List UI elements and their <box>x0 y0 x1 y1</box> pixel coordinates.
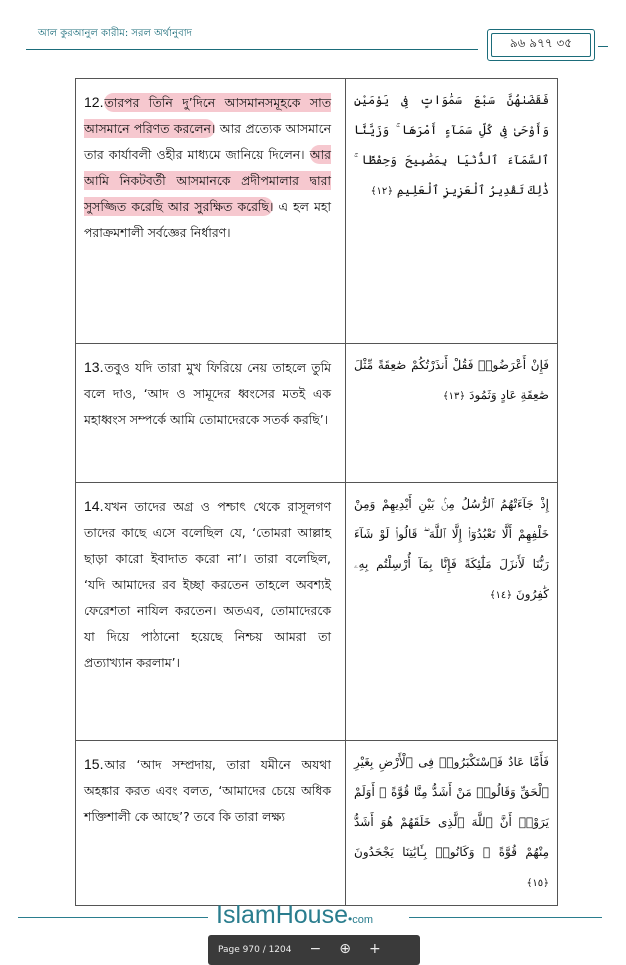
brand-dot: • <box>348 912 353 926</box>
brand-tld: com <box>352 914 373 926</box>
zoom-in-button[interactable]: + <box>368 941 381 957</box>
page-number: ৯৬ ৯৭৭ ৩৫ <box>491 33 591 57</box>
arabic-cell <box>346 344 558 483</box>
brand-name: IslamHouse <box>216 901 348 929</box>
zoom-out-button[interactable]: − <box>309 941 322 957</box>
highlight: আর আমি নিকটবর্তী আসমানকে প্রদীপমালার দ্বারা সুসজ্জিত করেছি আর সুরক্ষিত করেছি। <box>84 147 331 214</box>
bengali-cell <box>76 483 346 741</box>
verse-end-mark: ﴿١٢﴾ <box>370 186 394 197</box>
footer-rule-left <box>18 917 208 918</box>
arabic-text: فَقَضَىٰهُنَّ سَبْعَ سَمَٰوَاتٍ فِى يَوْمَيْنِ وَأَوْحَىٰ فِى كُلِّ سَمَآءٍ أَمْرَهَا ۚ وَزَيَّنَّا ٱلسَّمَآءَ ٱلدُّنْيَا بِمَصَٰبِيحَ وَحِفْظًا ۚ ذَٰلِكَ تَقْدِيرُ ٱلْعَزِيزِ ٱلْعَلِيمِ <box>354 93 549 197</box>
verse-end-mark: ﴿١٣﴾ <box>442 391 466 402</box>
header-rule <box>26 49 478 50</box>
page-indicator[interactable]: Page 970 / 1204 <box>218 945 292 955</box>
arabic-cell <box>346 483 558 741</box>
arabic-cell <box>346 79 558 344</box>
translation-table <box>75 78 558 906</box>
verse-row-13 <box>76 344 558 483</box>
highlight: তারপর তিনি দু’দিনে আসমানসমূহকে সাত আসমানে পরিণত করলেন। <box>84 95 331 136</box>
verse-number: 15. <box>84 756 104 772</box>
bengali-cell <box>76 344 346 483</box>
header-title: আল কুরআনুল কারীম: সরল অর্থানুবাদ <box>38 28 192 39</box>
bengali-text: আর ‘আদ সম্প্রদায়, তারা যমীনে অযথা অহঙ্কার করত এবং বলত, ‘আমাদের চেয়ে অধিক শক্তিশালী কে আছে’? তবে কি তারা লক্ষ্য <box>84 757 331 824</box>
bengali-cell <box>76 79 346 344</box>
bengali-text: যখন তাদের অগ্র ও পশ্চাৎ থেকে রাসূলগণ তাদের কাছে এসে বলেছিল যে, ‘তোমরা আল্লাহ ছাড়া কারো ইবাদাত করো না’। তারা বলেছিল, ‘যদি আমাদের রব ইচ্ছা করতেন তাহলে অবশ্যই ফেরেশতা নাযিল করতেন। অতএব, তোমাদেরকে যা দিয়ে পাঠানো হয়েছে নিশ্চয় আমরা তা প্রত্যাখ্যান করলাম’। <box>84 499 331 670</box>
header-rule-tail <box>598 46 608 47</box>
bengali-cell <box>76 741 346 906</box>
footer-brand <box>216 901 373 930</box>
pdf-toolbar <box>208 935 420 965</box>
arabic-text: فَإِنْ أَعْرَضُوا۟ فَقُلْ أَنذَرْتُكُمْ صَٰعِقَةً مِّثْلَ صَٰعِقَةِ عَادٍ وَثَمُودَ <box>354 358 549 402</box>
verse-number: 13. <box>84 359 104 375</box>
arabic-text: فَأَمَّا عَادٌ فَٱسْتَكْبَرُوا۟ فِى ٱلْأَرْضِ بِغَيْرِ ٱلْحَقِّ وَقَالُوا۟ مَنْ أَشَدُّ مِنَّا قُوَّةً ۖ أَوَلَمْ يَرَوْا۟ أَنَّ ٱللَّهَ ٱلَّذِى خَلَقَهُمْ هُوَ أَشَدُّ مِنْهُمْ قُوَّةً ۖ وَكَانُوا۟ بِـَٔايَٰتِنَا يَجْحَدُونَ <box>354 755 549 859</box>
verse-number: 14. <box>84 498 104 514</box>
bengali-text: আর প্রত্যেক আসমানে তার কার্যাবলী ওহীর মাধ্যমে জানিয়ে দিলেন। <box>84 121 331 162</box>
footer-rule-right <box>409 917 602 918</box>
verse-row-14 <box>76 483 558 741</box>
arabic-text: إِذْ جَآءَتْهُمُ ٱلرُّسُلُ مِنۢ بَيْنِ أَيْدِيهِمْ وَمِنْ خَلْفِهِمْ أَلَّا تَعْبُدُوٓا۟ إِلَّا ٱللَّهَ ۖ قَالُوا۟ لَوْ شَآءَ رَبُّنَا لَأَنزَلَ مَلَٰٓئِكَةً فَإِنَّا بِمَآ أُرْسِلْتُم بِهِۦ كَٰفِرُونَ <box>354 497 549 601</box>
verse-end-mark: ﴿١٤﴾ <box>489 590 513 601</box>
verse-end-mark: ﴿١٥﴾ <box>526 878 549 889</box>
bengali-text: এ হল মহা পরাক্রমশালী সর্বজ্ঞের নির্ধারণ। <box>84 199 331 240</box>
bengali-text: তবুও যদি তারা মুখ ফিরিয়ে নেয় তাহলে তুমি বলে দাও, ‘আদ ও সামূদের ধ্বংসের মতই এক মহাধ্বংস সম্পর্কে আমি তোমাদেরকে সতর্ক করছি’। <box>84 360 331 427</box>
page-number-box <box>487 29 595 61</box>
verse-row-15 <box>76 741 558 906</box>
verse-number: 12. <box>84 94 104 110</box>
arabic-cell <box>346 741 558 906</box>
zoom-icon[interactable]: ⊕ <box>339 941 351 957</box>
verse-row-12 <box>76 79 558 344</box>
